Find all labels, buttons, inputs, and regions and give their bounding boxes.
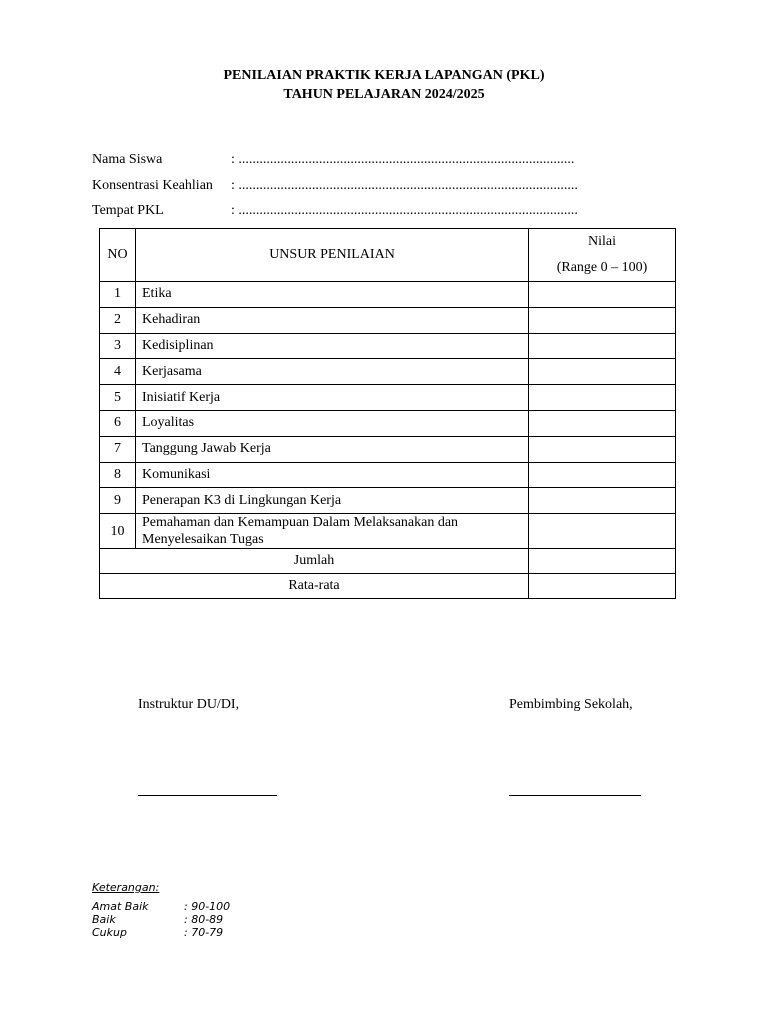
row-no: 2: [100, 307, 136, 333]
row-unsur: [136, 514, 529, 549]
row-nilai-cell[interactable]: [529, 436, 676, 462]
table-row: [100, 514, 676, 549]
row-unsur: Inisiatif Kerja: [136, 385, 529, 411]
instruktur-signature-line[interactable]: [138, 795, 277, 796]
table-row: [100, 359, 676, 385]
row-unsur-line1: Pemahaman dan Kemampuan Dalam Melaksanakan dan: [142, 515, 459, 531]
instruktur-label: Instruktur DU/DI,: [138, 697, 240, 712]
row-no: 1: [100, 282, 136, 308]
row-no: 9: [100, 488, 136, 514]
row-no: 4: [100, 359, 136, 385]
row-no: 8: [100, 462, 136, 488]
note-range-amat-baik: : 90-100: [184, 900, 231, 913]
row-nilai-cell[interactable]: [529, 514, 676, 549]
field-label-konsentrasi-keahlian: Konsentrasi Keahlian: [92, 178, 213, 193]
table-row: [100, 488, 676, 514]
jumlah-label: Jumlah: [100, 549, 529, 574]
document-title: PENILAIAN PRAKTIK KERJA LAPANGAN (PKL): [223, 68, 545, 83]
assessment-table: [99, 228, 676, 599]
row-nilai-cell[interactable]: [529, 359, 676, 385]
table-row: [100, 333, 676, 359]
table-row: [100, 307, 676, 333]
table-row: [100, 462, 676, 488]
row-no: 6: [100, 410, 136, 436]
row-no: 3: [100, 333, 136, 359]
note-label-amat-baik: Amat Baik: [92, 900, 149, 913]
jumlah-value-cell[interactable]: [529, 549, 676, 574]
row-no: 7: [100, 436, 136, 462]
note-label-cukup: Cukup: [92, 926, 127, 939]
document-subtitle: TAHUN PELAJARAN 2024/2025: [283, 87, 485, 102]
table-row: [100, 385, 676, 411]
table-row: [100, 410, 676, 436]
table-header-row: [100, 229, 676, 282]
row-no: 5: [100, 385, 136, 411]
row-nilai-cell[interactable]: [529, 282, 676, 308]
table-row: [100, 436, 676, 462]
rata-rata-label: Rata-rata: [100, 574, 529, 599]
pembimbing-label: Pembimbing Sekolah,: [509, 697, 633, 712]
note-range-baik: : 80-89: [184, 913, 224, 926]
row-unsur: Tanggung Jawab Kerja: [136, 436, 529, 462]
row-nilai-cell[interactable]: [529, 307, 676, 333]
header-unsur-penilaian: UNSUR PENILAIAN: [136, 229, 529, 282]
row-nilai-cell[interactable]: [529, 462, 676, 488]
row-nilai-cell[interactable]: [529, 410, 676, 436]
row-unsur: Kerjasama: [136, 359, 529, 385]
row-nilai-cell[interactable]: [529, 333, 676, 359]
field-value-konsentrasi-keahlian[interactable]: : .................................................................................................: [231, 178, 578, 193]
header-nilai: [529, 229, 676, 282]
field-value-tempat-pkl[interactable]: : .................................................................................................: [231, 203, 578, 218]
note-label-baik: Baik: [92, 913, 116, 926]
row-unsur: Kedisiplinan: [136, 333, 529, 359]
header-nilai-label: Nilai: [588, 234, 616, 249]
row-unsur: Penerapan K3 di Lingkungan Kerja: [136, 488, 529, 514]
jumlah-row: [100, 549, 676, 574]
field-label-nama-siswa: Nama Siswa: [92, 152, 163, 167]
row-nilai-cell[interactable]: [529, 385, 676, 411]
header-nilai-range: (Range 0 – 100): [556, 260, 648, 275]
header-no: NO: [100, 229, 136, 282]
rata-rata-value-cell[interactable]: [529, 574, 676, 599]
row-unsur: Komunikasi: [136, 462, 529, 488]
row-unsur: Etika: [136, 282, 529, 308]
field-label-tempat-pkl: Tempat PKL: [92, 203, 164, 218]
row-unsur: Kehadiran: [136, 307, 529, 333]
note-range-cukup: : 70-79: [184, 926, 224, 939]
row-nilai-cell[interactable]: [529, 488, 676, 514]
pembimbing-signature-line[interactable]: [509, 795, 641, 796]
notes-title: Keterangan:: [92, 881, 160, 894]
row-unsur: Loyalitas: [136, 410, 529, 436]
rata-rata-row: [100, 574, 676, 599]
field-value-nama-siswa[interactable]: : ................................................................................................: [231, 152, 575, 167]
row-unsur-line2: Menyelesaikan Tugas: [142, 532, 264, 548]
row-no: 10: [100, 514, 136, 549]
table-row: [100, 282, 676, 308]
